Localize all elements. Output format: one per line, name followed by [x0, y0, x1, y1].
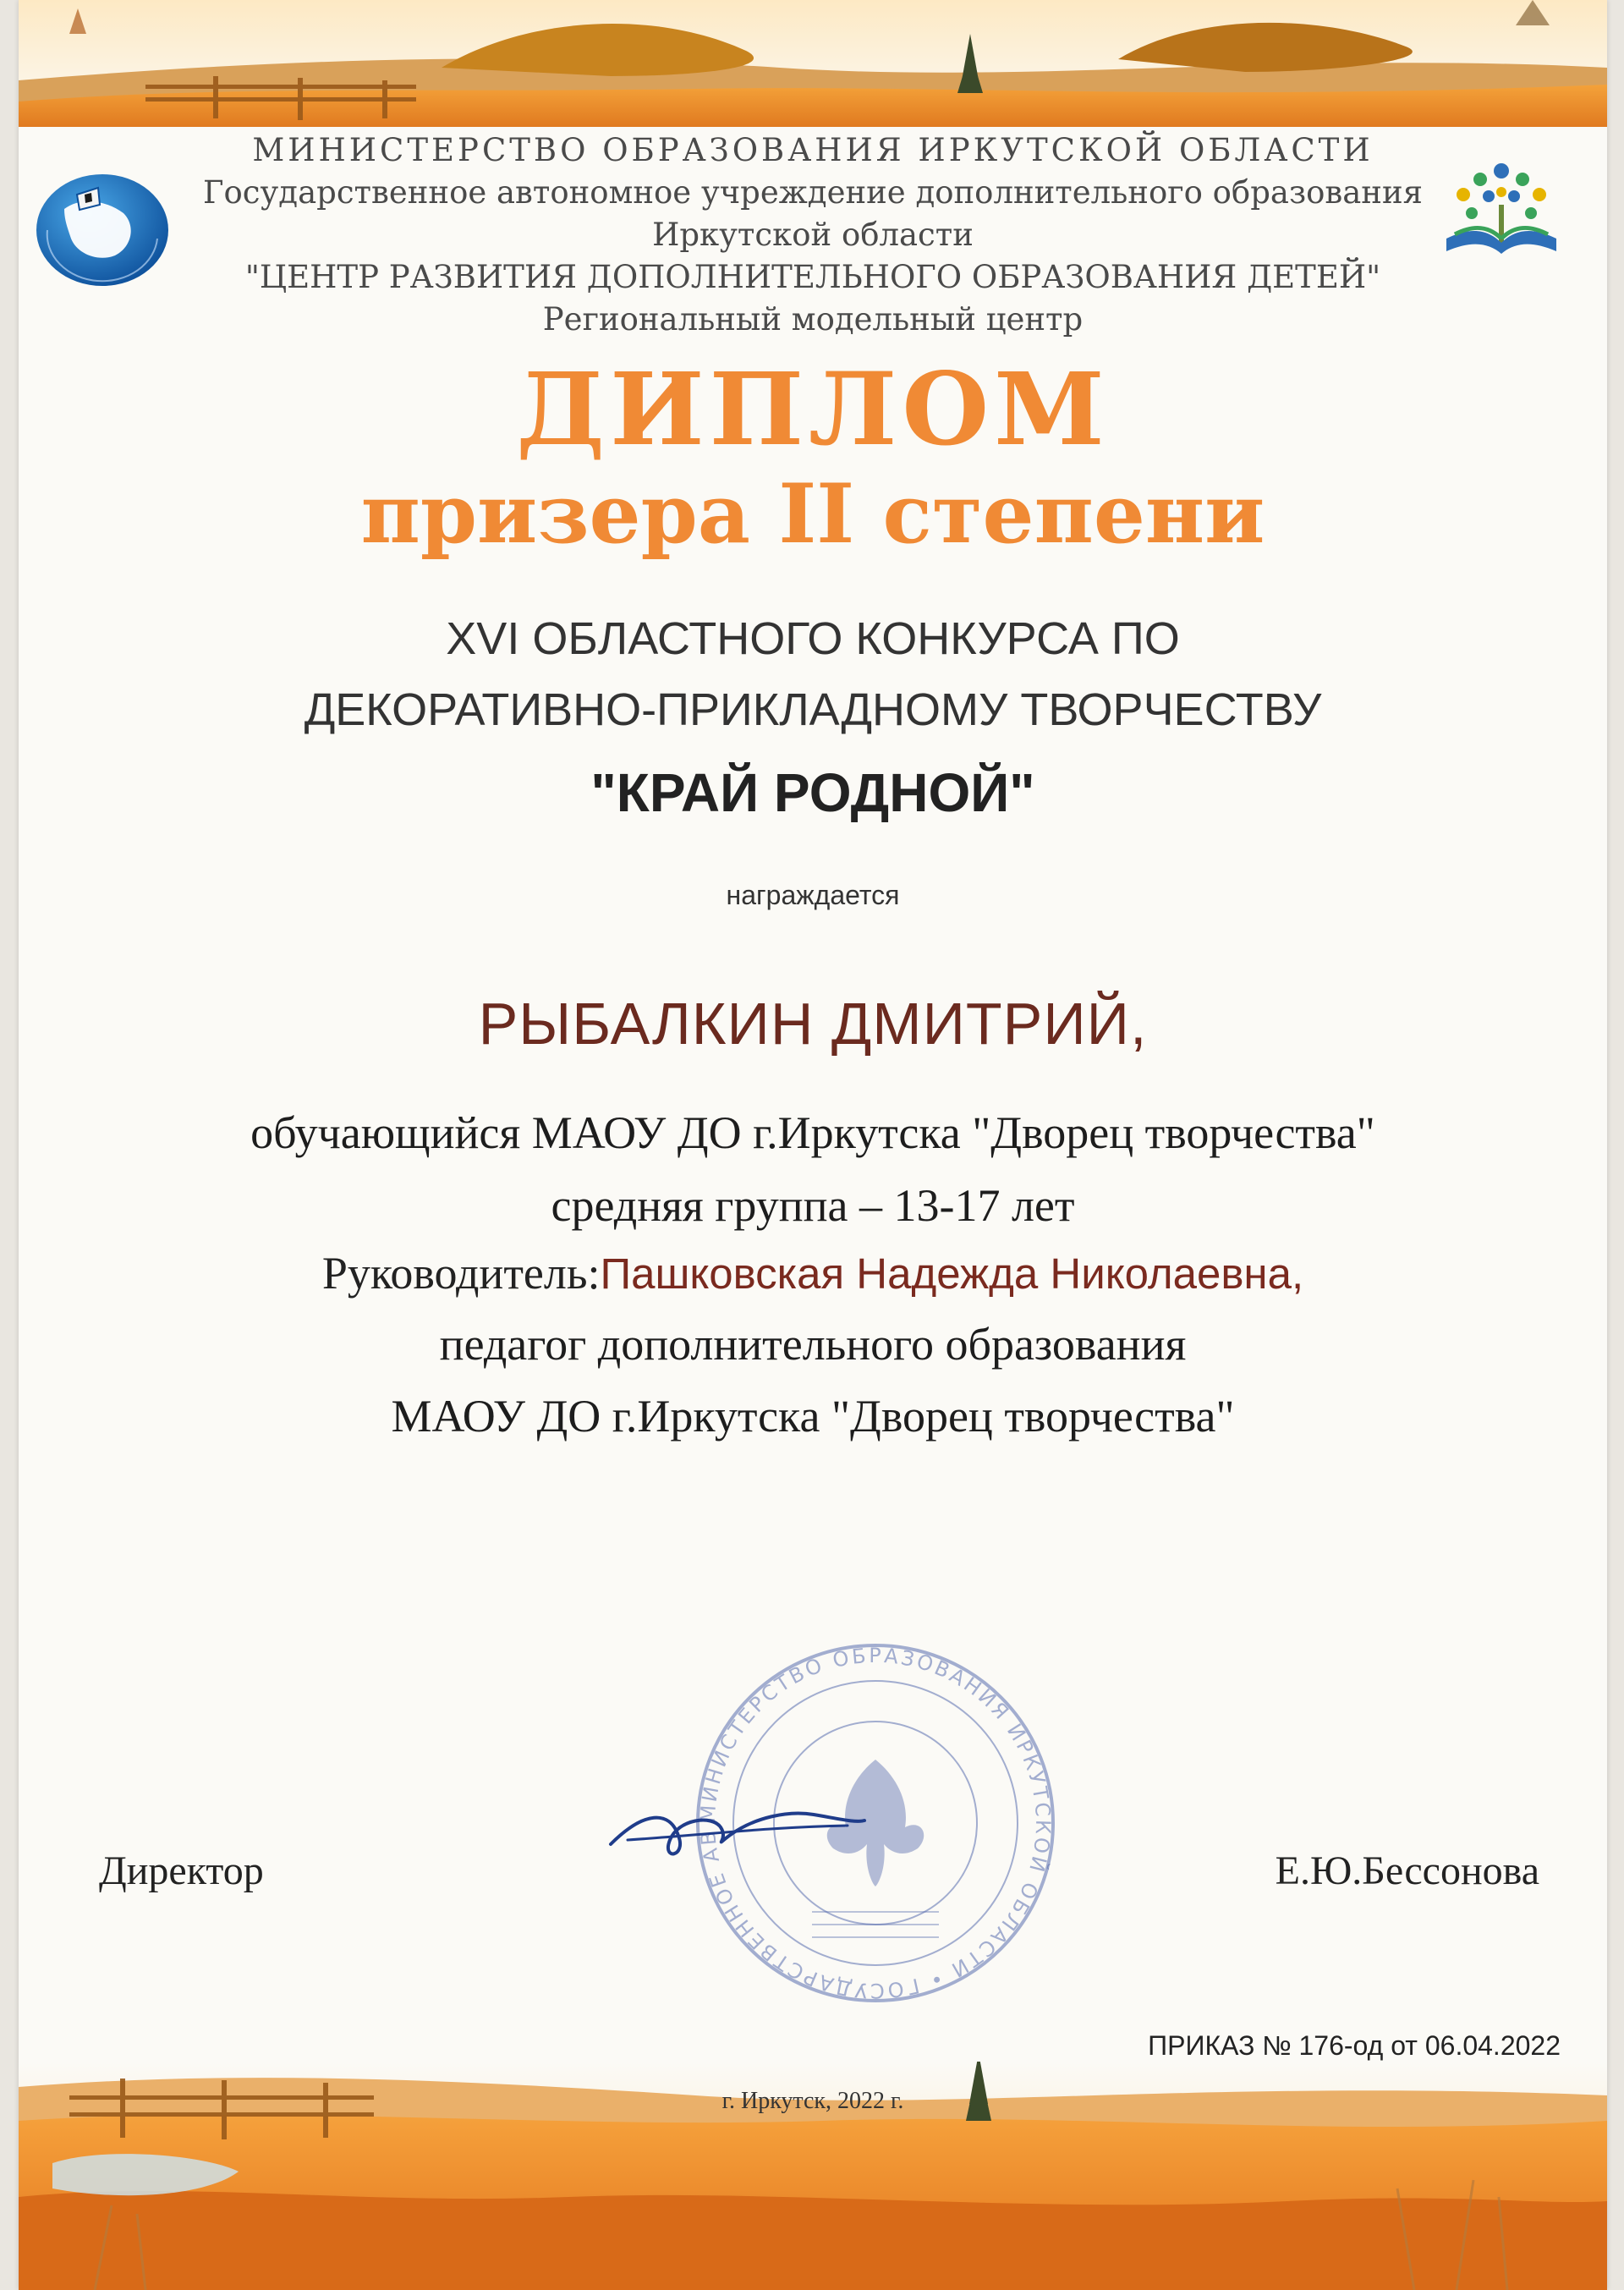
region-name: Иркутской области	[652, 217, 974, 253]
supervisor-position: педагог дополнительного образования	[439, 1319, 1187, 1370]
director-label: Директор	[99, 1848, 264, 1893]
supervisor-line	[19, 1247, 1607, 1299]
diploma-title: ДИПЛОМ	[516, 350, 1110, 468]
contest-line-2: ДЕКОРАТИВНО-ПРИКЛАДНОМУ ТВОРЧЕСТВУ	[304, 684, 1322, 735]
institution-type: Государственное автономное учреждение дополнительного образования	[203, 174, 1423, 211]
contest-line-1: XVI ОБЛАСТНОГО КОНКУРСА ПО	[446, 613, 1180, 664]
tree-book-icon	[1429, 146, 1573, 272]
stamp-text: МИНИСТЕРСТВО ОБРАЗОВАНИЯ ИРКУТСКОЙ ОБЛАСТИ • ГОСУДАРСТВЕННОЕ АВ	[695, 1643, 1056, 2003]
center-name: "ЦЕНТР РАЗВИТИЯ ДОПОЛНИТЕЛЬНОГО ОБРАЗОВАНИЯ ДЕТЕЙ"	[244, 259, 1381, 295]
ministry-name: МИНИСТЕРСТВО ОБРАЗОВАНИЯ ИРКУТСКОЙ ОБЛАСТИ	[252, 132, 1374, 168]
recipient-name: РЫБАЛКИН ДМИТРИЙ,	[478, 991, 1148, 1057]
director-signature	[594, 1777, 873, 1870]
director-name: Е.Ю.Бессонова	[1275, 1848, 1539, 1893]
contest-name: "КРАЙ РОДНОЙ"	[590, 762, 1035, 823]
diploma-page	[19, 0, 1607, 2290]
student-of: обучающийся МАОУ ДО г.Иркутска "Дворец творчества"	[250, 1107, 1375, 1158]
top-autumn-banner	[19, 0, 1607, 127]
awarded-label: награждается	[726, 880, 900, 910]
order-number: ПРИКАЗ № 176-од от 06.04.2022	[1148, 2030, 1561, 2061]
supervisor-name: Пашковская Надежда Николаевна,	[600, 1249, 1304, 1298]
diploma-degree: призера II степени	[360, 466, 1265, 562]
age-group: средняя группа – 13-17 лет	[551, 1180, 1075, 1231]
supervisor-org: МАОУ ДО г.Иркутска "Дворец творчества"	[391, 1391, 1235, 1442]
city-year: г. Иркутск, 2022 г.	[721, 2088, 904, 2114]
regional-model-center: Региональный модельный центр	[542, 301, 1084, 338]
supervisor-label: Руководитель:	[321, 1248, 601, 1299]
ministry-emblem-icon	[30, 162, 174, 289]
